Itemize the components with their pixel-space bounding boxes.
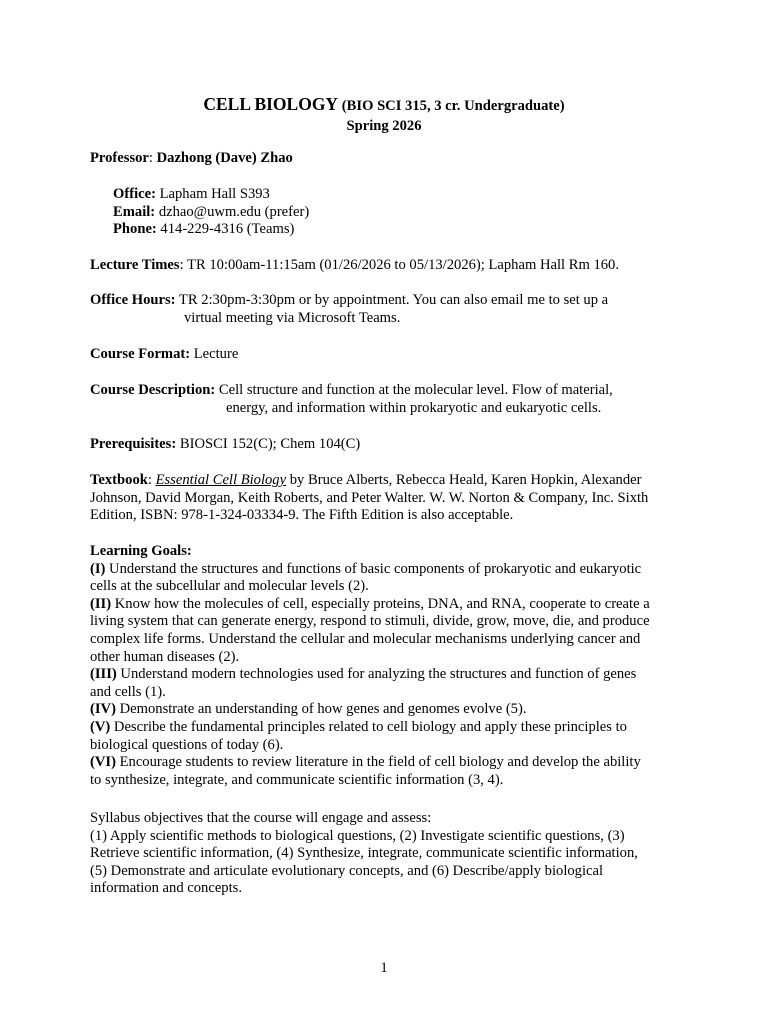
goal-line: complex life forms. Understand the cellular and molecular mechanisms underlying cancer and xyxy=(90,630,641,647)
lecture-times-label: Lecture Times xyxy=(90,257,180,273)
professor-label: Professor xyxy=(90,150,149,166)
title-line-1 xyxy=(0,94,768,116)
prerequisites-value: BIOSCI 152(C); Chem 104(C) xyxy=(176,436,361,452)
page-number: 1 xyxy=(380,960,388,976)
email-line xyxy=(113,204,713,222)
goal-line xyxy=(90,719,690,737)
office-line xyxy=(113,186,713,204)
goal-line xyxy=(90,596,690,614)
goal-line xyxy=(90,666,690,684)
office-hours-line-1 xyxy=(90,292,690,310)
syllabus-objectives-intro: Syllabus objectives that the course will engage and assess: xyxy=(90,810,432,826)
textbook-label: Textbook xyxy=(90,472,148,488)
goal-number: (IV) xyxy=(90,701,116,718)
email-label: Email: xyxy=(113,203,156,220)
course-name: CELL BIOLOGY xyxy=(203,94,338,114)
syllabus-objectives xyxy=(90,810,690,898)
goal-text: Understand the structures and functions of basic components of prokaryotic and eukaryotic xyxy=(105,560,642,577)
textbook xyxy=(90,472,690,525)
objectives-line: information and concepts. xyxy=(90,880,242,897)
course-format xyxy=(90,346,690,364)
course-term: Spring 2026 xyxy=(346,118,422,134)
course-description-line-1 xyxy=(90,382,690,400)
objectives-line: (1) Apply scientific methods to biological questions, (2) Investigate scientific questions, (3) xyxy=(90,827,625,844)
goal-3 xyxy=(90,666,690,701)
phone-line xyxy=(113,221,713,239)
course-format-label: Course Format: xyxy=(90,346,191,362)
office-hours-label: Office Hours: xyxy=(90,292,176,308)
course-description xyxy=(90,382,690,417)
goal-text: Know how the molecules of cell, especially proteins, DNA, and RNA, cooperate to create a xyxy=(111,595,650,612)
prerequisites-label: Prerequisites: xyxy=(90,436,177,452)
goal-text: Demonstrate an understanding of how genes and genomes evolve (5). xyxy=(115,701,527,718)
email-value[interactable]: dzhao@uwm.edu (prefer) xyxy=(155,203,310,220)
goal-6 xyxy=(90,754,690,789)
phone-value: 414-229-4316 (Teams) xyxy=(156,221,295,238)
lecture-times-value: : TR 10:00am-11:15am (01/26/2026 to 05/13/2026); Lapham Hall Rm 160. xyxy=(179,257,619,273)
goal-number: (III) xyxy=(90,666,117,683)
phone-label: Phone: xyxy=(113,221,157,238)
goal-5 xyxy=(90,719,690,754)
office-hours-line-2: virtual meeting via Microsoft Teams. xyxy=(184,309,401,326)
prerequisites xyxy=(90,436,690,454)
goal-line: other human diseases (2). xyxy=(90,648,240,665)
goal-number: (VI) xyxy=(90,754,116,771)
objectives-line: Retrieve scientific information, (4) Synthesize, integrate, communicate scientific information, xyxy=(90,845,638,862)
office-label: Office: xyxy=(113,186,156,202)
textbook-sep: : xyxy=(147,472,156,488)
textbook-line-2: Johnson, David Morgan, Keith Roberts, and Peter Walter. W. W. Norton & Company, Inc. Sixth xyxy=(90,489,649,506)
goal-line: living system that can generate energy, respond to stimuli, divide, grow, move, die, and produce xyxy=(90,613,650,630)
learning-goals-heading: Learning Goals: xyxy=(90,543,192,559)
goal-4 xyxy=(90,701,690,719)
course-detail: (BIO SCI 315, 3 cr. Undergraduate) xyxy=(341,98,565,114)
textbook-title: Essential Cell Biology xyxy=(155,472,287,488)
office-hours xyxy=(90,292,690,327)
goal-line: cells at the subcellular and molecular levels (2). xyxy=(90,578,369,595)
goal-line: and cells (1). xyxy=(90,683,166,700)
course-description-text-1: Cell structure and function at the molecular level. Flow of material, xyxy=(215,382,613,398)
goal-number: (V) xyxy=(90,718,111,735)
goal-line: biological questions of today (6). xyxy=(90,736,284,753)
contact-info xyxy=(90,186,713,239)
objectives-line: (5) Demonstrate and articulate evolutionary concepts, and (6) Describe/apply biological xyxy=(90,862,604,879)
office-value: Lapham Hall S393 xyxy=(155,186,270,202)
goal-number: (II) xyxy=(90,595,112,612)
goal-text: Describe the fundamental principles related to cell biology and apply these principles to xyxy=(110,718,627,735)
goal-line: to synthesize, integrate, and communicate scientific information (3, 4). xyxy=(90,771,504,788)
professor-line xyxy=(90,150,690,168)
goal-text: Encourage students to review literature in the field of cell biology and develop the ability xyxy=(115,754,641,771)
professor-name: Dazhong (Dave) Zhao xyxy=(156,150,293,166)
office-hours-text-1: TR 2:30pm-3:30pm or by appointment. You can also email me to set up a xyxy=(175,292,609,308)
goal-text: Understand modern technologies used for analyzing the structures and function of genes xyxy=(116,666,637,683)
goal-number: (I) xyxy=(90,560,106,577)
learning-goals xyxy=(90,543,690,789)
goal-1 xyxy=(90,561,690,596)
goal-line xyxy=(90,754,690,772)
textbook-authors: by Bruce Alberts, Rebecca Heald, Karen Hopkin, Alexander xyxy=(286,472,642,488)
textbook-line-3: Edition, ISBN: 978-1-324-03334-9. The Fifth Edition is also acceptable. xyxy=(90,507,514,524)
course-description-label: Course Description: xyxy=(90,382,216,398)
course-description-line-2: energy, and information within prokaryotic and eukaryotic cells. xyxy=(226,399,602,416)
document-title xyxy=(0,94,768,135)
professor-sep: : xyxy=(148,150,157,166)
goal-2 xyxy=(90,596,690,666)
goal-line xyxy=(90,561,690,579)
textbook-line-1 xyxy=(90,472,690,490)
lecture-times xyxy=(90,257,690,275)
course-format-value: Lecture xyxy=(190,346,239,362)
goal-line xyxy=(90,701,690,719)
